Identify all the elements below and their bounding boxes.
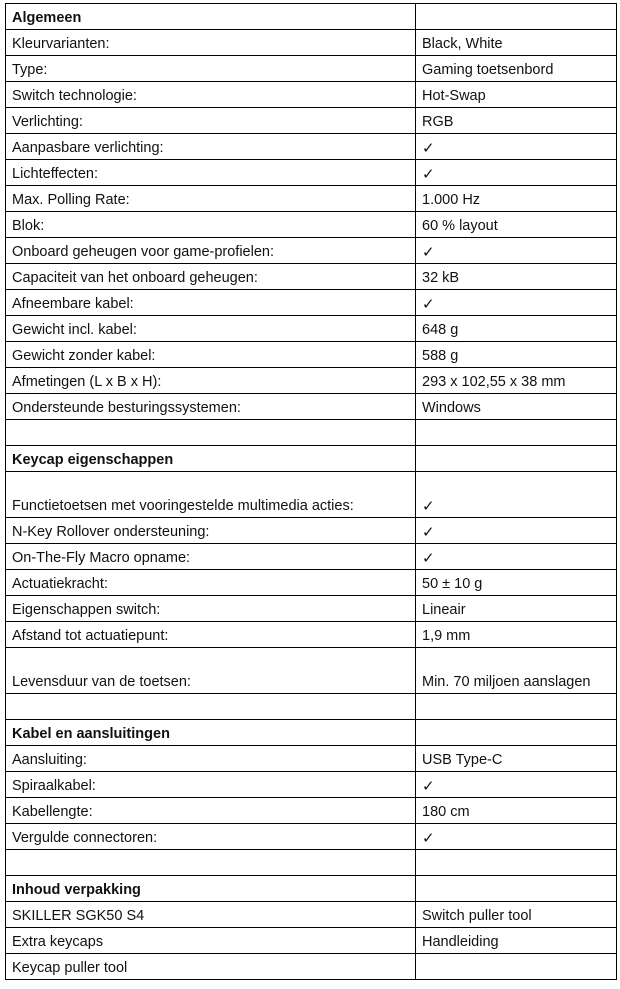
checkmark-icon: ✓ (416, 134, 617, 160)
spec-value: 32 kB (416, 264, 617, 290)
section-header-row (6, 4, 617, 30)
spec-value: 293 x 102,55 x 38 mm (416, 368, 617, 394)
spec-value (416, 954, 617, 980)
spec-value: Switch puller tool (416, 902, 617, 928)
section-title: Kabel en aansluitingen (6, 720, 416, 746)
spec-row (6, 798, 617, 824)
spec-label: Gewicht incl. kabel: (6, 316, 416, 342)
spec-row (6, 342, 617, 368)
spec-row (6, 622, 617, 648)
empty-cell (6, 850, 416, 876)
spec-label: Gewicht zonder kabel: (6, 342, 416, 368)
checkmark-icon: ✓ (416, 824, 617, 850)
checkmark-icon: ✓ (416, 772, 617, 798)
spec-row (6, 30, 617, 56)
spec-row (6, 108, 617, 134)
spec-label: Functietoetsen met vooringestelde multimedia acties: (6, 472, 416, 518)
spec-row (6, 82, 617, 108)
spec-value: Handleiding (416, 928, 617, 954)
spec-value: 180 cm (416, 798, 617, 824)
spec-row (6, 902, 617, 928)
spec-label: Aansluiting: (6, 746, 416, 772)
spec-label: Switch technologie: (6, 82, 416, 108)
spec-label: Afneembare kabel: (6, 290, 416, 316)
spec-label: Verlichting: (6, 108, 416, 134)
spacer-row (6, 850, 617, 876)
spec-value: Windows (416, 394, 617, 420)
spec-row (6, 264, 617, 290)
spec-row (6, 544, 617, 570)
spec-label: Actuatiekracht: (6, 570, 416, 596)
spec-value: 60 % layout (416, 212, 617, 238)
spec-value: Lineair (416, 596, 617, 622)
spec-label: Afmetingen (L x B x H): (6, 368, 416, 394)
section-header-value-cell (416, 720, 617, 746)
specifications-body (6, 4, 617, 980)
spec-row (6, 368, 617, 394)
section-title: Keycap eigenschappen (6, 446, 416, 472)
spec-label: N-Key Rollover ondersteuning: (6, 518, 416, 544)
spec-value: Black, White (416, 30, 617, 56)
spec-row (6, 212, 617, 238)
spec-value: USB Type-C (416, 746, 617, 772)
spec-label: Max. Polling Rate: (6, 186, 416, 212)
spec-row (6, 160, 617, 186)
spec-row (6, 746, 617, 772)
spec-row (6, 186, 617, 212)
section-header-value-cell (416, 4, 617, 30)
section-header-row (6, 720, 617, 746)
checkmark-icon: ✓ (416, 160, 617, 186)
spec-value: 1,9 mm (416, 622, 617, 648)
section-title: Algemeen (6, 4, 416, 30)
spec-row (6, 928, 617, 954)
spec-row (6, 56, 617, 82)
spec-label: Blok: (6, 212, 416, 238)
empty-cell (416, 420, 617, 446)
spec-row (6, 772, 617, 798)
empty-cell (6, 694, 416, 720)
spec-label: Kleurvarianten: (6, 30, 416, 56)
spec-row (6, 472, 617, 518)
spacer-row (6, 694, 617, 720)
spec-label: Eigenschappen switch: (6, 596, 416, 622)
section-header-row (6, 876, 617, 902)
checkmark-icon: ✓ (416, 238, 617, 264)
spec-row (6, 954, 617, 980)
section-header-row (6, 446, 617, 472)
section-title: Inhoud verpakking (6, 876, 416, 902)
spec-value: Min. 70 miljoen aanslagen (416, 648, 617, 694)
checkmark-icon: ✓ (416, 544, 617, 570)
spacer-row (6, 420, 617, 446)
spec-value: 1.000 Hz (416, 186, 617, 212)
spec-label: Afstand tot actuatiepunt: (6, 622, 416, 648)
spec-row (6, 394, 617, 420)
section-header-value-cell (416, 876, 617, 902)
spec-value: 648 g (416, 316, 617, 342)
spec-row (6, 648, 617, 694)
spec-value: 50 ± 10 g (416, 570, 617, 596)
checkmark-icon: ✓ (416, 518, 617, 544)
spec-row (6, 596, 617, 622)
spec-row (6, 290, 617, 316)
spec-row (6, 570, 617, 596)
spec-value: RGB (416, 108, 617, 134)
spec-row (6, 316, 617, 342)
spec-label: On-The-Fly Macro opname: (6, 544, 416, 570)
empty-cell (416, 850, 617, 876)
spec-label: Levensduur van de toetsen: (6, 648, 416, 694)
spec-value: Gaming toetsenbord (416, 56, 617, 82)
spec-label: Extra keycaps (6, 928, 416, 954)
spec-label: Lichteffecten: (6, 160, 416, 186)
checkmark-icon: ✓ (416, 290, 617, 316)
spec-label: SKILLER SGK50 S4 (6, 902, 416, 928)
spec-label: Capaciteit van het onboard geheugen: (6, 264, 416, 290)
spec-label: Type: (6, 56, 416, 82)
spec-label: Spiraalkabel: (6, 772, 416, 798)
spec-label: Onboard geheugen voor game-profielen: (6, 238, 416, 264)
empty-cell (416, 694, 617, 720)
spec-label: Kabellengte: (6, 798, 416, 824)
spec-row (6, 134, 617, 160)
spec-label: Keycap puller tool (6, 954, 416, 980)
spec-row (6, 238, 617, 264)
section-header-value-cell (416, 446, 617, 472)
spec-row (6, 824, 617, 850)
spec-value: Hot-Swap (416, 82, 617, 108)
spec-label: Vergulde connectoren: (6, 824, 416, 850)
spec-label: Ondersteunde besturingssystemen: (6, 394, 416, 420)
checkmark-icon: ✓ (416, 472, 617, 518)
spec-row (6, 518, 617, 544)
spec-label: Aanpasbare verlichting: (6, 134, 416, 160)
empty-cell (6, 420, 416, 446)
spec-value: 588 g (416, 342, 617, 368)
specifications-table (5, 3, 617, 980)
